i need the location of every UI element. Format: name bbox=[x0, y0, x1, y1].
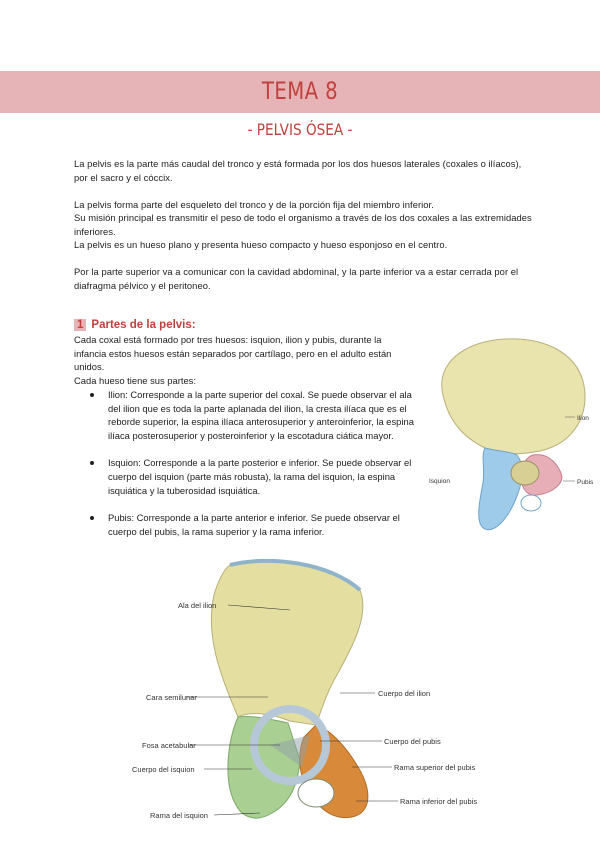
ilion-region bbox=[442, 339, 585, 454]
label-rama-isquion: Rama del isquion bbox=[150, 811, 208, 820]
intro-paragraph-1: La pelvis es la parte más caudal del tronco y está formada por los dos huesos laterales (coxales o ilíacos), por el sacro y el cóccix. bbox=[74, 158, 522, 183]
intro-paragraph-3: Por la parte superior va a comunicar con la cavidad abdominal, y la parte inferior va a estar cerrada por el diafragma pélvico y el peritoneo. bbox=[74, 266, 519, 291]
bullet-dot bbox=[90, 516, 94, 520]
label-pubis: Pubis bbox=[577, 479, 594, 486]
label-cuerpo-isquion: Cuerpo del isquion bbox=[132, 765, 195, 774]
list-item-pubis bbox=[74, 511, 426, 538]
bullet-dot bbox=[90, 461, 94, 465]
page-title: TEMA 8 bbox=[261, 77, 339, 105]
label-cara-semilunar: Cara semilunar bbox=[146, 693, 197, 702]
obturator-foramen bbox=[298, 779, 334, 807]
label-rama-inf-pubis: Rama inferior del pubis bbox=[400, 797, 478, 806]
label-ala-ilion: Ala del ilion bbox=[178, 601, 217, 610]
list-item-text: Ilion: Corresponde a la parte superior del coxal. Se puede observar el ala del ilion que es toda la parte aplanada del ilion, la cresta ilíaca que es el reborde superior, la espina ilíaca anterosuperior y anteroinferior, la espina ilíaca posterosuperior y posteroinferior y la escotadura ciática mayor. bbox=[108, 389, 414, 441]
foramen-small bbox=[521, 495, 541, 511]
section-heading bbox=[74, 319, 196, 331]
bone-parts-list bbox=[74, 388, 426, 552]
label-rama-sup-pubis: Rama superior del pubis bbox=[394, 763, 476, 772]
label-fosa-acetabular: Fosa acetabular bbox=[142, 741, 196, 750]
list-item-ilion bbox=[74, 388, 426, 442]
section-text-2: Cada hueso tiene sus partes: bbox=[74, 375, 196, 386]
label-isquion: Isquion bbox=[429, 478, 450, 485]
page-subtitle: - PELVIS ÓSEA - bbox=[247, 120, 353, 139]
bullet-dot bbox=[90, 393, 94, 397]
ilion-region bbox=[211, 561, 363, 725]
section-title: Partes de la pelvis: bbox=[91, 319, 196, 331]
acetabulum-small bbox=[511, 461, 539, 485]
list-item-text: Pubis: Corresponde a la parte anterior e inferior. Se puede observar el cuerpo del pubis, la rama superior y la rama inferior. bbox=[108, 512, 400, 537]
list-item-text: Isquion: Corresponde a la parte posterior e inferior. Se puede observar el cuerpo del isquion (parte más robusta), la rama del isquion, la espina isquiática y la tuberosidad isquiática. bbox=[108, 457, 412, 496]
coxal-large-figure bbox=[120, 555, 500, 845]
intro-paragraph-2b: Su misión principal es transmitir el peso de todo el organismo a través de los dos coxales a las extremidades inferiores. bbox=[74, 212, 532, 237]
isquion-region bbox=[479, 448, 522, 530]
section-number: 1 bbox=[74, 319, 86, 331]
label-ilion: Ilion bbox=[577, 415, 589, 422]
intro-paragraph-2a: La pelvis forma parte del esqueleto del tronco y de la porción fija del miembro inferior. bbox=[74, 199, 434, 210]
intro-paragraph-2c: La pelvis es un hueso plano y presenta hueso compacto y hueso esponjoso en el centro. bbox=[74, 239, 448, 250]
list-item-isquion bbox=[74, 456, 426, 497]
coxal-small-figure bbox=[425, 333, 600, 538]
label-cuerpo-pubis: Cuerpo del pubis bbox=[384, 737, 441, 746]
label-cuerpo-ilion: Cuerpo del ilion bbox=[378, 689, 431, 698]
section-text-1: Cada coxal está formado por tres huesos: isquion, ilion y pubis, durante la infancia estos huesos están separados por cartílago, pero en el adulto están unidos. bbox=[74, 334, 392, 373]
